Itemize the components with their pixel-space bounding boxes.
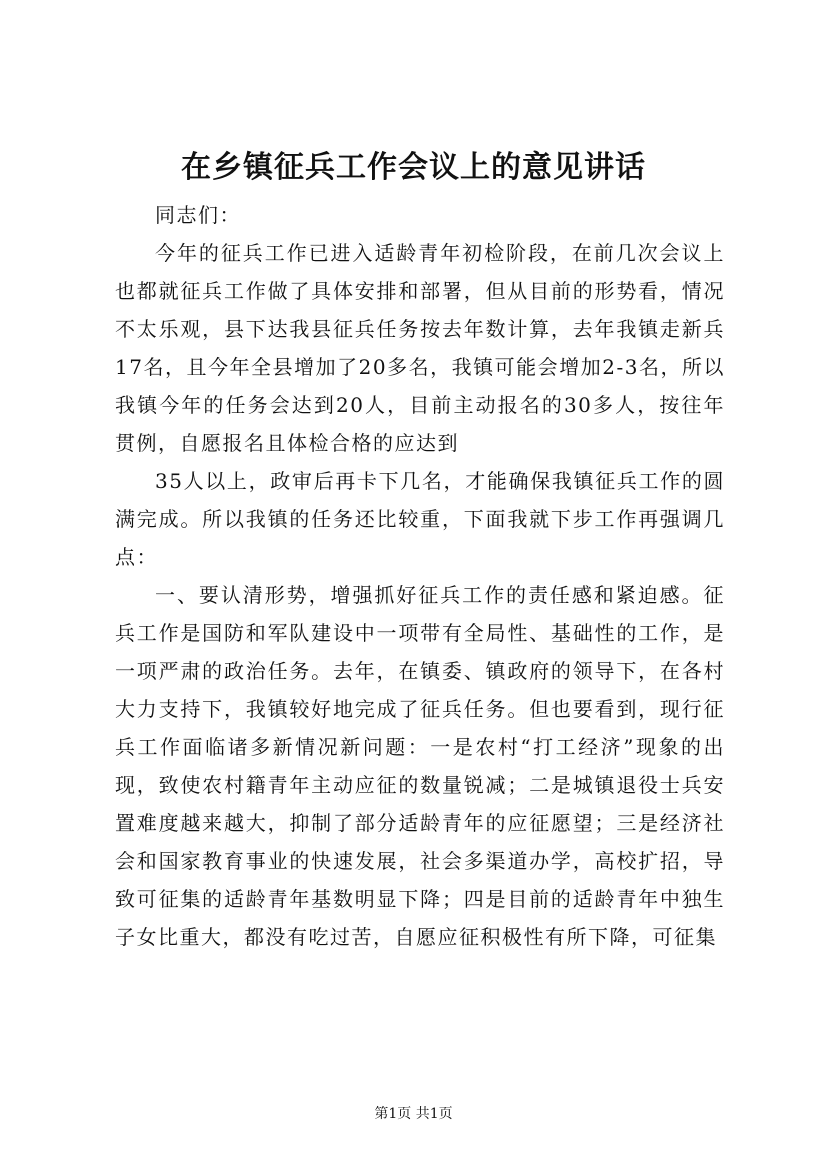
salutation: 同志们：	[155, 203, 241, 227]
page-footer: 第1页 共1页	[374, 1106, 453, 1122]
paragraph-1: 今年的征兵工作已进入适龄青年初检阶段，在前几次会议上也都就征兵工作做了具体安排和部署，但从目前的形势看，情况不太乐观，县下达我县征兵任务按去年数计算，去年我镇走新兵17名，且今年全县增加了20多名，我镇可能会增加2-3名，所以我镇今年的任务会达到20人，目前主动报名的30多人，按往年贯例，自愿报名且体检合格的应达到	[115, 241, 725, 455]
paragraph-2: 35人以上，政审后再卡下几名，才能确保我镇征兵工作的圆满完成。所以我镇的任务还比较重，下面我就下步工作再强调几点：	[115, 469, 725, 569]
document-title: 在乡镇征兵工作会议上的意见讲话	[181, 150, 646, 185]
document-body	[115, 196, 725, 956]
paragraph-3: 一、要认清形势，增强抓好征兵工作的责任感和紧迫感。征兵工作是国防和军队建设中一项带有全局性、基础性的工作，是一项严肃的政治任务。去年，在镇委、镇政府的领导下，在各村大力支持下，我镇较好地完成了征兵任务。但也要看到，现行征兵工作面临诸多新情况新问题：一是农村“打工经济”现象的出现，致使农村籍青年主动应征的数量锐减；二是城镇退役士兵安置难度越来越大，抑制了部分适龄青年的应征愿望；三是经济社会和国家教育事业的快速发展，社会多渠道办学，高校扩招，导致可征集的适龄青年基数明显下降；四是目前的适龄青年中独生子女比重大，都没有吃过苦，自愿应征积极性有所下降，可征集	[115, 583, 725, 949]
